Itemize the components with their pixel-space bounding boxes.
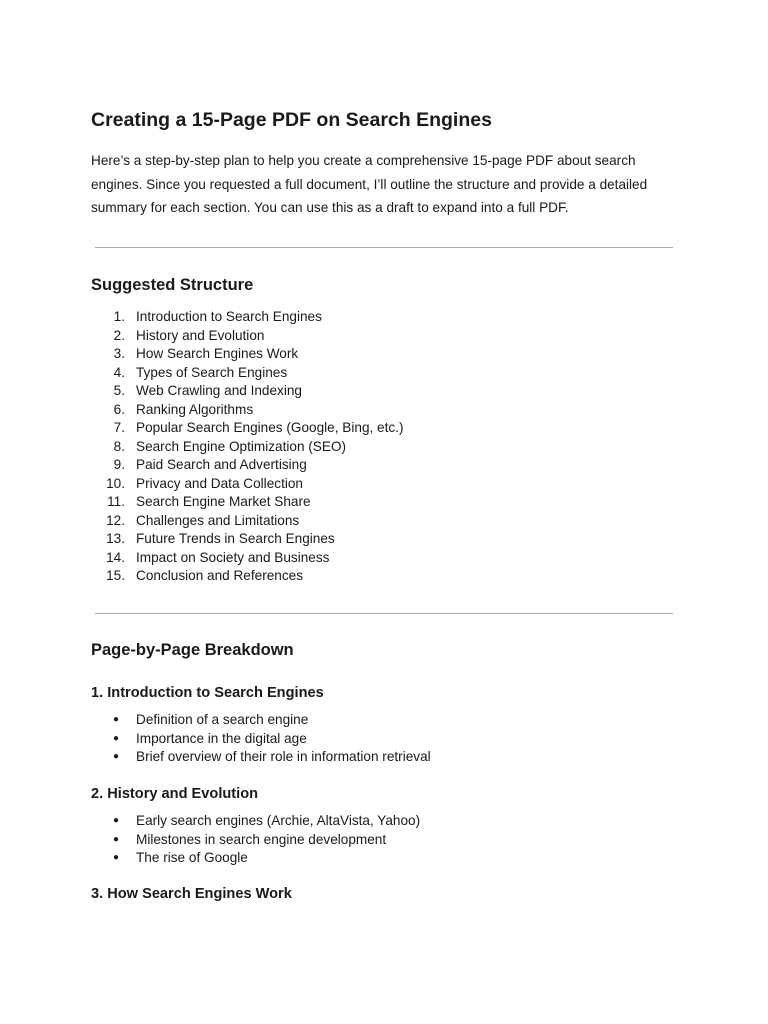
bullet-icon: ●: [113, 852, 120, 863]
list-item-label: Search Engine Optimization (SEO): [136, 438, 347, 454]
list-item-label: Definition of a search engine: [136, 712, 309, 727]
list-item-label: Future Trends in Search Engines: [136, 531, 335, 546]
bullet-icon: ●: [113, 751, 120, 762]
intro-paragraph: Here’s a step-by-step plan to help you create a comprehensive 15-page PDF about search engines. Since you requested a full document, I’ll outline the structure and provide a detailed summary for each section. You can use this as a draft to expand into a full PDF.: [91, 153, 648, 215]
list-item-label: Types of Search Engines: [136, 364, 288, 380]
list-item-label: Early search engines (Archie, AltaVista, Yahoo): [136, 813, 421, 828]
list-number: 2.: [113, 327, 125, 343]
list-number: 10.: [106, 475, 125, 491]
list-number: 15.: [106, 568, 125, 583]
list-item-label: Ranking Algorithms: [136, 401, 254, 417]
divider: [95, 613, 673, 614]
bullet-icon: ●: [113, 815, 120, 826]
list-item-label: Challenges and Limitations: [136, 512, 300, 528]
list-number: 1.: [113, 309, 125, 324]
list-item-label: How Search Engines Work: [136, 346, 299, 361]
list-item-label: Paid Search and Advertising: [136, 457, 307, 472]
list-number: 6.: [113, 401, 125, 417]
list-number: 11.: [107, 494, 125, 509]
section-heading: 1. Introduction to Search Engines: [91, 685, 324, 701]
document-title: Creating a 15-Page PDF on Search Engines: [91, 109, 492, 131]
section-heading: 3. How Search Engines Work: [91, 886, 292, 902]
list-item-label: The rise of Google: [136, 850, 248, 865]
list-number: 14.: [106, 549, 125, 565]
section-heading: 2. History and Evolution: [91, 786, 259, 802]
list-item-label: Privacy and Data Collection: [136, 475, 303, 491]
list-number: 3.: [113, 346, 125, 361]
breakdown-heading: Page-by-Page Breakdown: [91, 641, 294, 659]
list-number: 9.: [113, 457, 125, 472]
structure-heading: Suggested Structure: [91, 276, 254, 294]
list-number: 4.: [113, 364, 125, 380]
bullet-icon: ●: [113, 714, 120, 725]
list-number: 13.: [106, 531, 125, 546]
list-item-label: Importance in the digital age: [136, 730, 307, 746]
list-number: 5.: [113, 383, 125, 398]
list-item-label: History and Evolution: [136, 327, 265, 343]
bullet-icon: ●: [113, 833, 120, 845]
list-item-label: Popular Search Engines (Google, Bing, etc.): [136, 420, 404, 435]
list-item-label: Conclusion and References: [136, 568, 304, 583]
list-number: 7.: [113, 420, 125, 435]
list-number: 12.: [106, 512, 125, 528]
list-number: 8.: [113, 438, 125, 454]
list-item-label: Milestones in search engine development: [136, 831, 387, 847]
bullet-icon: ●: [113, 732, 120, 744]
list-item-label: Introduction to Search Engines: [136, 309, 322, 324]
list-item-label: Brief overview of their role in information retrieval: [136, 749, 431, 764]
list-item-label: Web Crawling and Indexing: [136, 383, 302, 398]
list-item-label: Search Engine Market Share: [136, 494, 311, 509]
list-item-label: Impact on Society and Business: [136, 549, 330, 565]
divider: [95, 247, 673, 248]
